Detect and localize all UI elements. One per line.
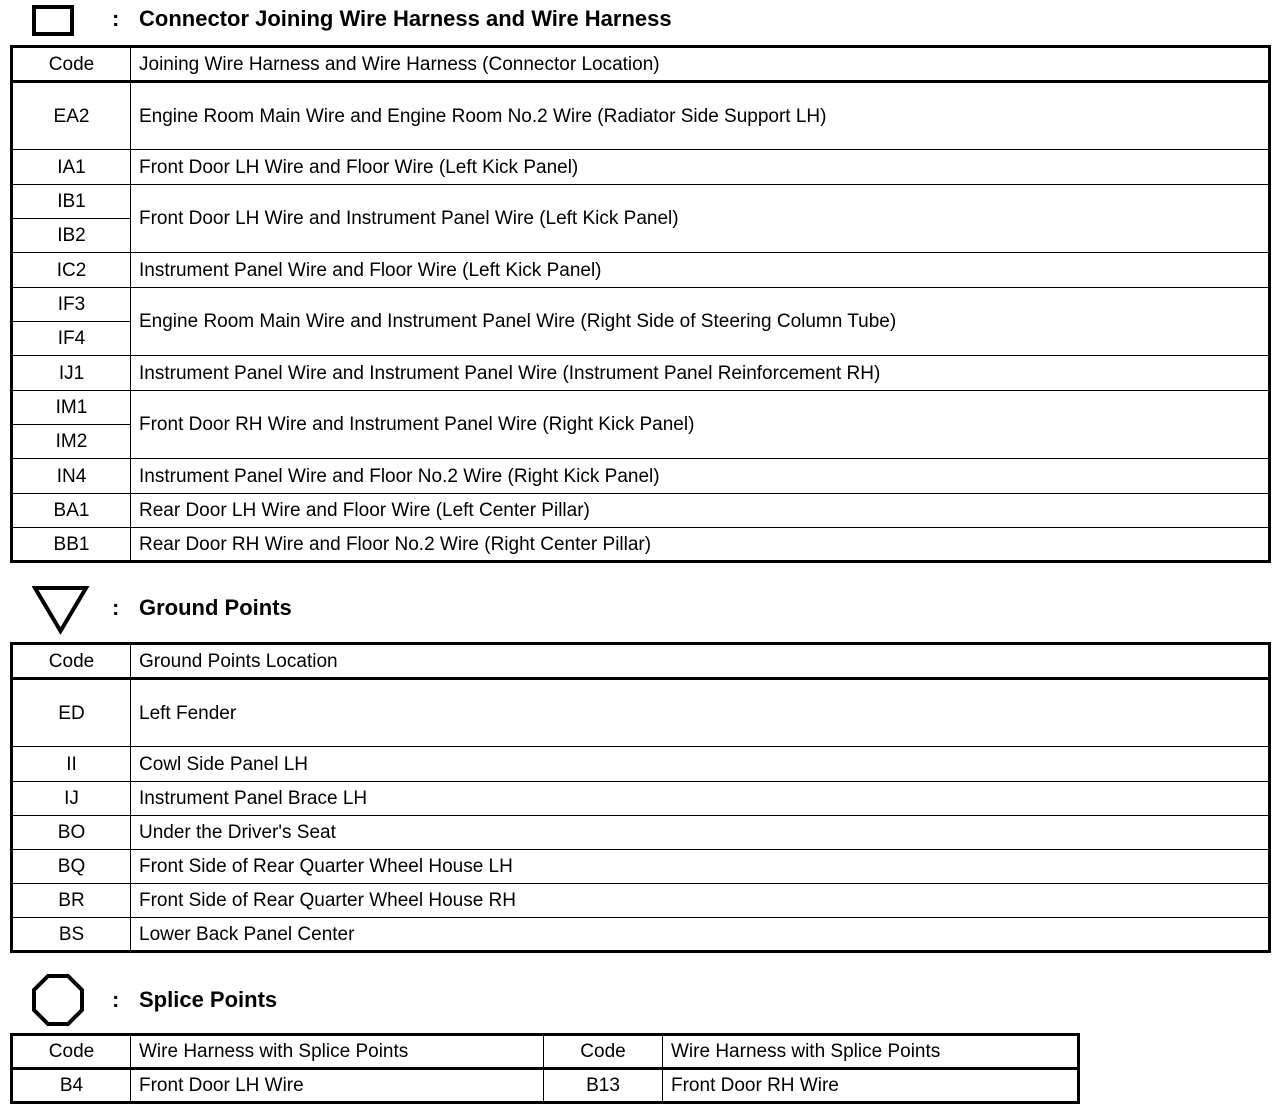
table-row xyxy=(12,391,1270,425)
table-row xyxy=(12,82,1270,150)
connector-description: Front Door RH Wire and Instrument Panel Wire (Right Kick Panel) xyxy=(131,391,1270,459)
ground-code: BQ xyxy=(12,850,131,884)
column-header-description: Wire Harness with Splice Points xyxy=(131,1035,544,1069)
table-row xyxy=(12,850,1270,884)
connector-section-title: Connector Joining Wire Harness and Wire Harness xyxy=(139,6,672,31)
table-row xyxy=(12,253,1270,288)
table-row xyxy=(12,918,1270,952)
connector-code: IA1 xyxy=(12,150,131,185)
connector-description: Instrument Panel Wire and Instrument Panel Wire (Instrument Panel Reinforcement RH) xyxy=(131,356,1270,391)
column-header-code: Code xyxy=(544,1035,663,1069)
connector-description: Engine Room Main Wire and Engine Room No.2 Wire (Radiator Side Support LH) xyxy=(131,82,1270,150)
connector-code: BA1 xyxy=(12,494,131,528)
inverted-triangle-icon xyxy=(32,585,92,635)
column-header-code: Code xyxy=(12,47,131,82)
ground-description: Front Side of Rear Quarter Wheel House RH xyxy=(131,884,1270,918)
connector-description: Front Door LH Wire and Instrument Panel Wire (Left Kick Panel) xyxy=(131,185,1270,253)
table-header-row xyxy=(12,1035,1079,1069)
square-icon xyxy=(30,0,78,40)
ground-table xyxy=(10,642,1271,953)
splice-section-colon: : xyxy=(112,987,120,1012)
column-header-code: Code xyxy=(12,644,131,679)
table-row xyxy=(12,494,1270,528)
connector-description: Rear Door RH Wire and Floor No.2 Wire (Right Center Pillar) xyxy=(131,528,1270,562)
connector-code: IC2 xyxy=(12,253,131,288)
table-row xyxy=(12,782,1270,816)
table-row xyxy=(12,288,1270,322)
column-header-description: Ground Points Location xyxy=(131,644,1270,679)
ground-description: Lower Back Panel Center xyxy=(131,918,1270,952)
table-header-row xyxy=(12,47,1270,82)
ground-code: BR xyxy=(12,884,131,918)
splice-description: Front Door RH Wire xyxy=(663,1069,1079,1103)
connector-code: IM1 xyxy=(12,391,131,425)
splice-code: B13 xyxy=(544,1069,663,1103)
connector-code: EA2 xyxy=(12,82,131,150)
connector-section-colon: : xyxy=(112,6,120,31)
connector-description: Instrument Panel Wire and Floor Wire (Left Kick Panel) xyxy=(131,253,1270,288)
table-row xyxy=(12,1069,1079,1103)
octagon-icon xyxy=(31,973,87,1029)
table-row xyxy=(12,185,1270,219)
column-header-code: Code xyxy=(12,1035,131,1069)
connector-table xyxy=(10,45,1271,563)
connector-code: BB1 xyxy=(12,528,131,562)
connector-description: Instrument Panel Wire and Floor No.2 Wire (Right Kick Panel) xyxy=(131,459,1270,494)
table-row xyxy=(12,679,1270,747)
ground-code: II xyxy=(12,747,131,782)
ground-code: BS xyxy=(12,918,131,952)
ground-section-colon: : xyxy=(112,595,120,620)
table-row xyxy=(12,356,1270,391)
column-header-description: Joining Wire Harness and Wire Harness (Connector Location) xyxy=(131,47,1270,82)
ground-code: BO xyxy=(12,816,131,850)
ground-section-header xyxy=(0,585,1280,635)
connector-code: IB2 xyxy=(12,219,131,253)
splice-description: Front Door LH Wire xyxy=(131,1069,544,1103)
connector-code: IB1 xyxy=(12,185,131,219)
table-row xyxy=(12,816,1270,850)
table-row xyxy=(12,528,1270,562)
ground-description: Left Fender xyxy=(131,679,1270,747)
ground-section-title: Ground Points xyxy=(139,595,292,620)
ground-description: Under the Driver's Seat xyxy=(131,816,1270,850)
ground-description: Front Side of Rear Quarter Wheel House LH xyxy=(131,850,1270,884)
connector-description: Engine Room Main Wire and Instrument Panel Wire (Right Side of Steering Column Tube) xyxy=(131,288,1270,356)
connector-description: Front Door LH Wire and Floor Wire (Left Kick Panel) xyxy=(131,150,1270,185)
connector-description: Rear Door LH Wire and Floor Wire (Left Center Pillar) xyxy=(131,494,1270,528)
connector-section-header xyxy=(0,0,1280,40)
table-row xyxy=(12,747,1270,782)
table-header-row xyxy=(12,644,1270,679)
ground-code: IJ xyxy=(12,782,131,816)
ground-code: ED xyxy=(12,679,131,747)
table-row xyxy=(12,459,1270,494)
connector-code: IN4 xyxy=(12,459,131,494)
splice-table xyxy=(10,1033,1080,1104)
splice-section-title: Splice Points xyxy=(139,987,278,1012)
table-row xyxy=(12,150,1270,185)
connector-code: IF3 xyxy=(12,288,131,322)
ground-description: Cowl Side Panel LH xyxy=(131,747,1270,782)
splice-section-header xyxy=(0,973,1280,1029)
connector-code: IM2 xyxy=(12,425,131,459)
table-row xyxy=(12,884,1270,918)
connector-code: IJ1 xyxy=(12,356,131,391)
connector-code: IF4 xyxy=(12,322,131,356)
splice-code: B4 xyxy=(12,1069,131,1103)
column-header-description: Wire Harness with Splice Points xyxy=(663,1035,1079,1069)
ground-description: Instrument Panel Brace LH xyxy=(131,782,1270,816)
